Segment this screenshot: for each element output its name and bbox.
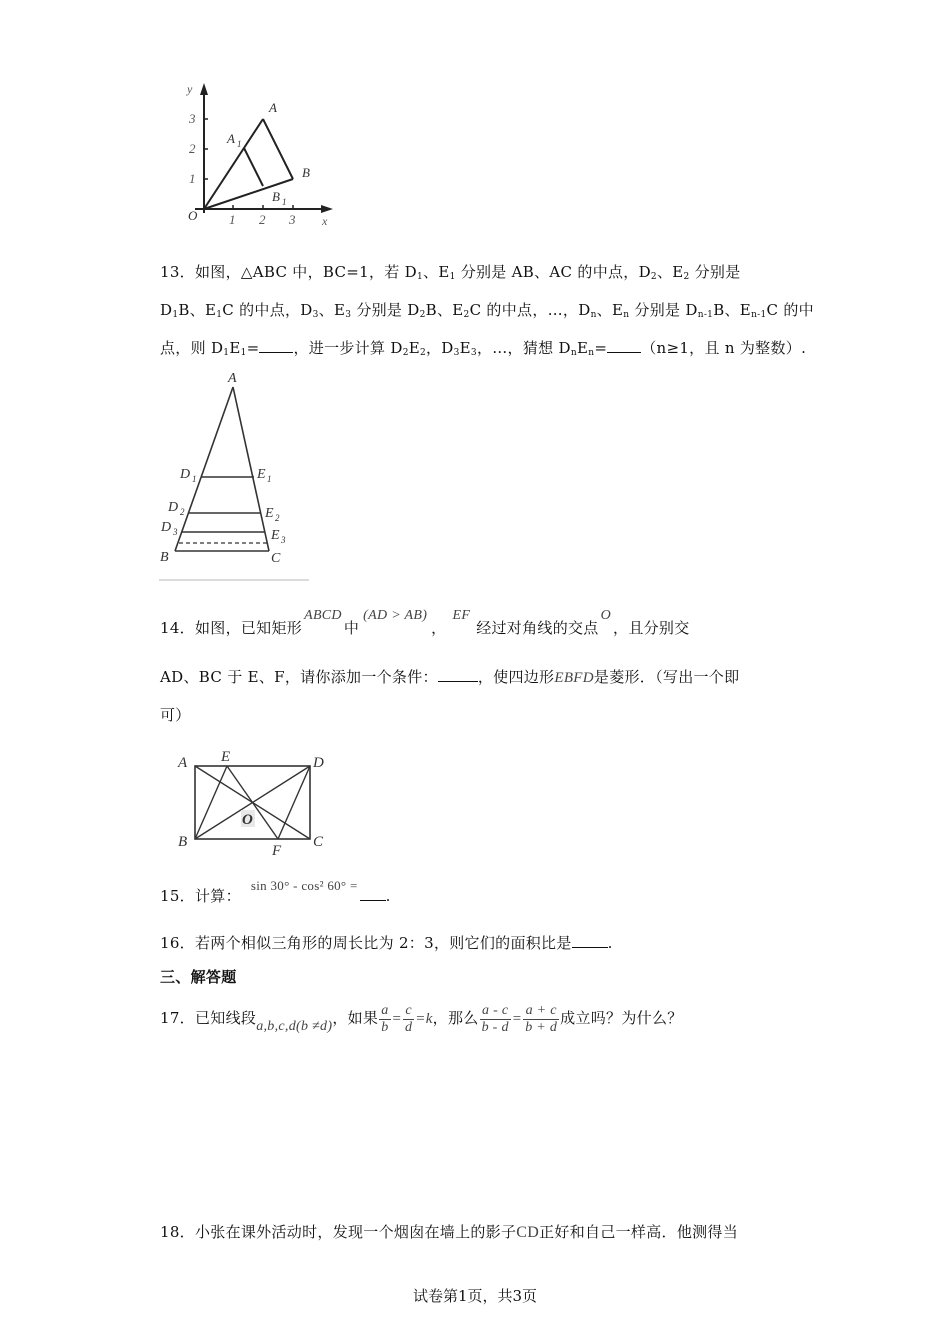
svg-text:E: E — [265, 506, 274, 521]
svg-text:F: F — [272, 843, 282, 859]
page-footer: 试卷第1页，共3页 — [412, 1287, 538, 1305]
svg-text:C: C — [271, 551, 281, 566]
svg-text:B: B — [178, 834, 188, 850]
svg-text:B: B — [160, 550, 169, 565]
svg-text:C: C — [313, 834, 324, 850]
question-14-line-1: 14．如图，已知矩形ABCD中(AD > AB)，EF经过对角线的交点O，且分别交 — [160, 608, 690, 637]
rectangle-figure — [165, 742, 345, 860]
question-14-line-3: 可） — [160, 706, 191, 724]
svg-text:2: 2 — [180, 507, 185, 517]
svg-text:E: E — [271, 528, 280, 543]
question-13-line-1: 13．如图，△ABC 中，BC=1，若 $D_1$、$E_1$ 分别是 AB、AC 的中点，$D_2$、$E_2$ 分别是 — [160, 263, 741, 282]
question-18: 18．小张在课外活动时，发现一个烟囱在墙上的影子CD正好和自己一样高．他测得当 — [160, 1223, 739, 1241]
svg-text:3: 3 — [289, 212, 296, 227]
figure-divider — [159, 579, 309, 581]
svg-text:A: A — [228, 371, 237, 386]
svg-text:y: y — [187, 82, 193, 96]
svg-text:1: 1 — [192, 474, 197, 484]
svg-text:E: E — [221, 749, 231, 765]
question-13-line-3: 点，则 $D_1E_1=$ ，进一步计算 $D_2E_2$，$D_3E_3$，…，猜想 $D_nE_n= (n\ge 1$，且 n 为整数）. — [160, 339, 807, 358]
svg-text:D: D — [180, 467, 191, 482]
svg-text:A: A — [178, 755, 188, 771]
svg-text:1: 1 — [229, 212, 236, 227]
svg-text:3: 3 — [189, 111, 196, 126]
section-title: 三、解答题 — [160, 968, 237, 986]
answer-blank-dnen[interactable] — [607, 338, 641, 353]
triangle-figure — [155, 366, 315, 586]
svg-text:D: D — [161, 520, 172, 535]
svg-text:D: D — [313, 755, 324, 771]
svg-text:B: B — [302, 165, 310, 180]
svg-text:A: A — [227, 131, 235, 146]
svg-text:3: 3 — [281, 535, 286, 545]
svg-text:1: 1 — [237, 139, 242, 149]
svg-text:O: O — [242, 812, 253, 828]
svg-text:O: O — [188, 208, 198, 223]
svg-text:E: E — [257, 467, 266, 482]
svg-text:1: 1 — [267, 474, 272, 484]
svg-text:D: D — [168, 500, 179, 515]
question-17: 17．已知线段a,b,c,d(b ≠d)，如果 $\frac{a}{b}$ = $\frac{c}{d}$ =k，那么 $\frac{a - c}{b - d}$ = $\frac{a + c}{b + d}$ 成立吗？为什么？ — [160, 1002, 683, 1035]
svg-text:2: 2 — [275, 513, 280, 523]
svg-text:3: 3 — [173, 527, 178, 537]
answer-blank-d1e1[interactable] — [259, 338, 293, 353]
answer-blank-condition[interactable] — [438, 667, 478, 682]
question-15: 15．计算：sin 30° - cos² 60° =. — [160, 878, 391, 905]
svg-text:2: 2 — [259, 212, 266, 227]
svg-text:1: 1 — [189, 171, 196, 186]
answer-blank-calc[interactable] — [360, 886, 386, 901]
question-16: 16．若两个相似三角形的周长比为 2：3，则它们的面积比是 . — [160, 934, 613, 952]
svg-text:B: B — [272, 189, 280, 204]
svg-text:1: 1 — [282, 197, 287, 207]
question-13-line-2: $D_1B$、$E_1C$ 的中点，$D_3$、$E_3$ 分别是 $D_2B$、$E_2C$ 的中点，…，$D_n$、$E_n$ 分别是 $D_{n-1}B$、$E_{n-1}C$ 的中 — [160, 301, 814, 320]
svg-text:A: A — [269, 100, 277, 115]
svg-text:2: 2 — [189, 141, 196, 156]
coordinate-figure — [165, 78, 345, 238]
answer-blank-area-ratio[interactable] — [572, 933, 608, 948]
svg-text:x: x — [322, 214, 328, 228]
question-14-line-2: AD、BC 于 E、F，请你添加一个条件： ，使四边形EBFD是菱形．（写出一个即 — [160, 668, 740, 686]
